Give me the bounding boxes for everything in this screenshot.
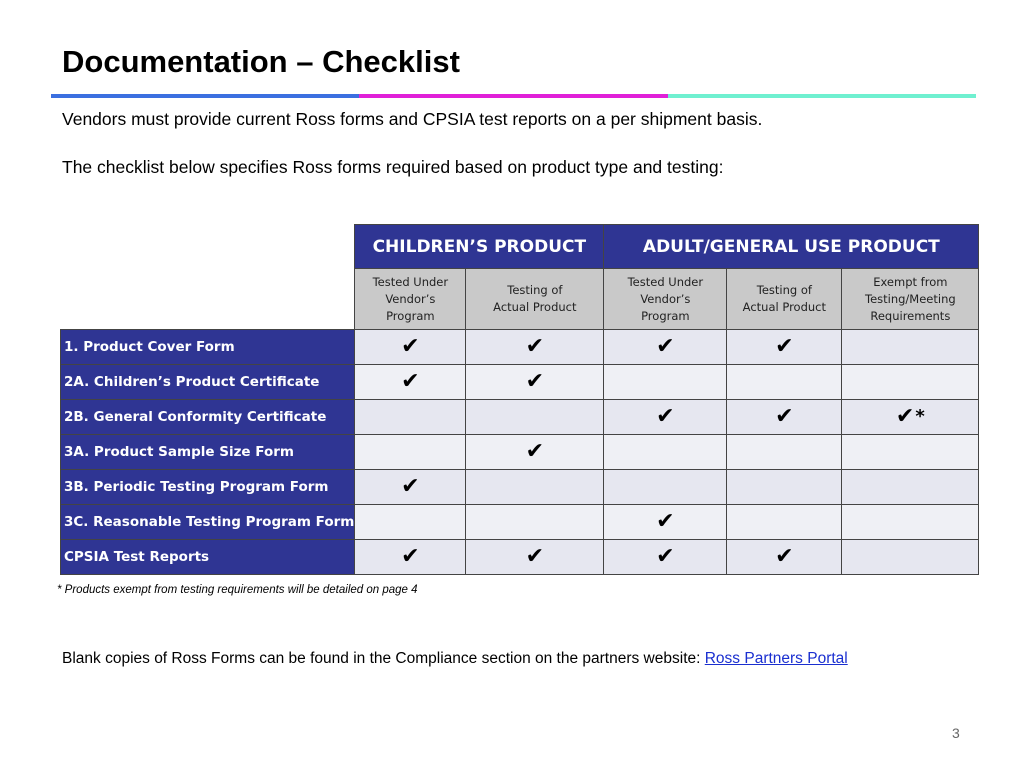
- checkmark-icon: ✔: [525, 544, 545, 569]
- table-cell: [355, 365, 466, 400]
- checkmark-icon: ✔: [401, 369, 420, 394]
- table-cell: [604, 540, 727, 575]
- table-cell: [604, 505, 727, 540]
- table-row: [61, 365, 979, 400]
- table-cell: [842, 330, 979, 365]
- column-header-adult-actual-product: Testing of Actual Product: [727, 269, 842, 330]
- row-label: 3B. Periodic Testing Program Form: [61, 470, 355, 505]
- column-header-exempt: Exempt from Testing/Meeting Requirements: [842, 269, 979, 330]
- table-cell: [466, 470, 604, 505]
- group-header-childrens: CHILDREN’S PRODUCT: [355, 225, 604, 269]
- table-row: [61, 505, 979, 540]
- checkmark-icon: ✔: [775, 544, 794, 569]
- checkmark-icon: ✔: [525, 439, 545, 464]
- intro-paragraph-1: Vendors must provide current Ross forms and CPSIA test reports on a per shipment basis.: [62, 109, 763, 129]
- table-cell: [466, 400, 604, 435]
- checkmark-icon: ✔: [656, 544, 675, 569]
- table-row: [61, 470, 979, 505]
- row-label: 3A. Product Sample Size Form: [61, 435, 355, 470]
- checkmark-icon: ✔: [656, 334, 675, 359]
- table-cell: [842, 470, 979, 505]
- checkmark-icon: ✔: [401, 544, 420, 569]
- table-cell: [727, 400, 842, 435]
- table-cell: [466, 330, 604, 365]
- table-cell: [604, 365, 727, 400]
- checkmark-icon: ✔: [656, 509, 675, 534]
- table-cell: [727, 435, 842, 470]
- checkmark-icon: ✔: [401, 334, 420, 359]
- table-cell: [466, 540, 604, 575]
- table-cell: [842, 365, 979, 400]
- table-cell: [466, 365, 604, 400]
- ross-partners-portal-link[interactable]: Ross Partners Portal: [704, 650, 848, 667]
- table-corner: [61, 225, 355, 269]
- footnote: * Products exempt from testing requirements will be detailed on page 4: [57, 584, 418, 596]
- table-row: [61, 400, 979, 435]
- row-label: CPSIA Test Reports: [61, 540, 355, 575]
- table-row: [61, 330, 979, 365]
- table-cell: [466, 505, 604, 540]
- portal-sentence: [62, 650, 848, 668]
- row-label: 2B. General Conformity Certificate: [61, 400, 355, 435]
- checkmark-icon: ✔: [656, 404, 675, 429]
- title-divider: [51, 94, 976, 98]
- table-cell: [355, 400, 466, 435]
- table-cell: [727, 505, 842, 540]
- group-header-adult: ADULT/GENERAL USE PRODUCT: [604, 225, 979, 269]
- checkmark-icon: ✔: [775, 404, 794, 429]
- row-label: 2A. Children’s Product Certificate: [61, 365, 355, 400]
- intro-paragraph-2: The checklist below specifies Ross forms required based on product type and testing:: [62, 157, 724, 177]
- table-cell: [604, 470, 727, 505]
- row-label: 1. Product Cover Form: [61, 330, 355, 365]
- table-cell: [355, 470, 466, 505]
- table-row: [61, 540, 979, 575]
- column-header-adult-vendor-program: Tested Under Vendor’s Program: [604, 269, 727, 330]
- table-cell: [727, 470, 842, 505]
- column-header-childrens-vendor-program: Tested Under Vendor’s Program: [355, 269, 466, 330]
- page-title: Documentation – Checklist: [62, 44, 460, 79]
- forms-checklist-table: [60, 224, 979, 575]
- table-cell: [727, 365, 842, 400]
- table-cell: [842, 435, 979, 470]
- table-cell: [727, 540, 842, 575]
- table-cell: [355, 505, 466, 540]
- table-cell: [604, 435, 727, 470]
- table-row: [61, 435, 979, 470]
- column-header-childrens-actual-product: Testing of Actual Product: [466, 269, 604, 330]
- checkmark-icon: ✔: [775, 334, 794, 359]
- table-cell: [466, 435, 604, 470]
- checkmark-icon: ✔: [401, 474, 420, 499]
- table-cell: [355, 540, 466, 575]
- checkmark-icon: ✔: [525, 369, 545, 394]
- table-cell: [604, 330, 727, 365]
- table-cell: [842, 540, 979, 575]
- portal-text: Blank copies of Ross Forms can be found in the Compliance section on the partners website:: [62, 650, 705, 667]
- table-cell: [842, 400, 979, 435]
- checklist-rows: [61, 330, 979, 575]
- table-cell: [842, 505, 979, 540]
- checkmark-icon: ✔ *: [895, 404, 925, 429]
- table-cell: [604, 400, 727, 435]
- checkmark-icon: ✔: [525, 334, 545, 359]
- row-label: 3C. Reasonable Testing Program Form: [61, 505, 355, 540]
- table-cell: [355, 435, 466, 470]
- table-cell: [727, 330, 842, 365]
- page-number: 3: [952, 725, 960, 741]
- table-cell: [355, 330, 466, 365]
